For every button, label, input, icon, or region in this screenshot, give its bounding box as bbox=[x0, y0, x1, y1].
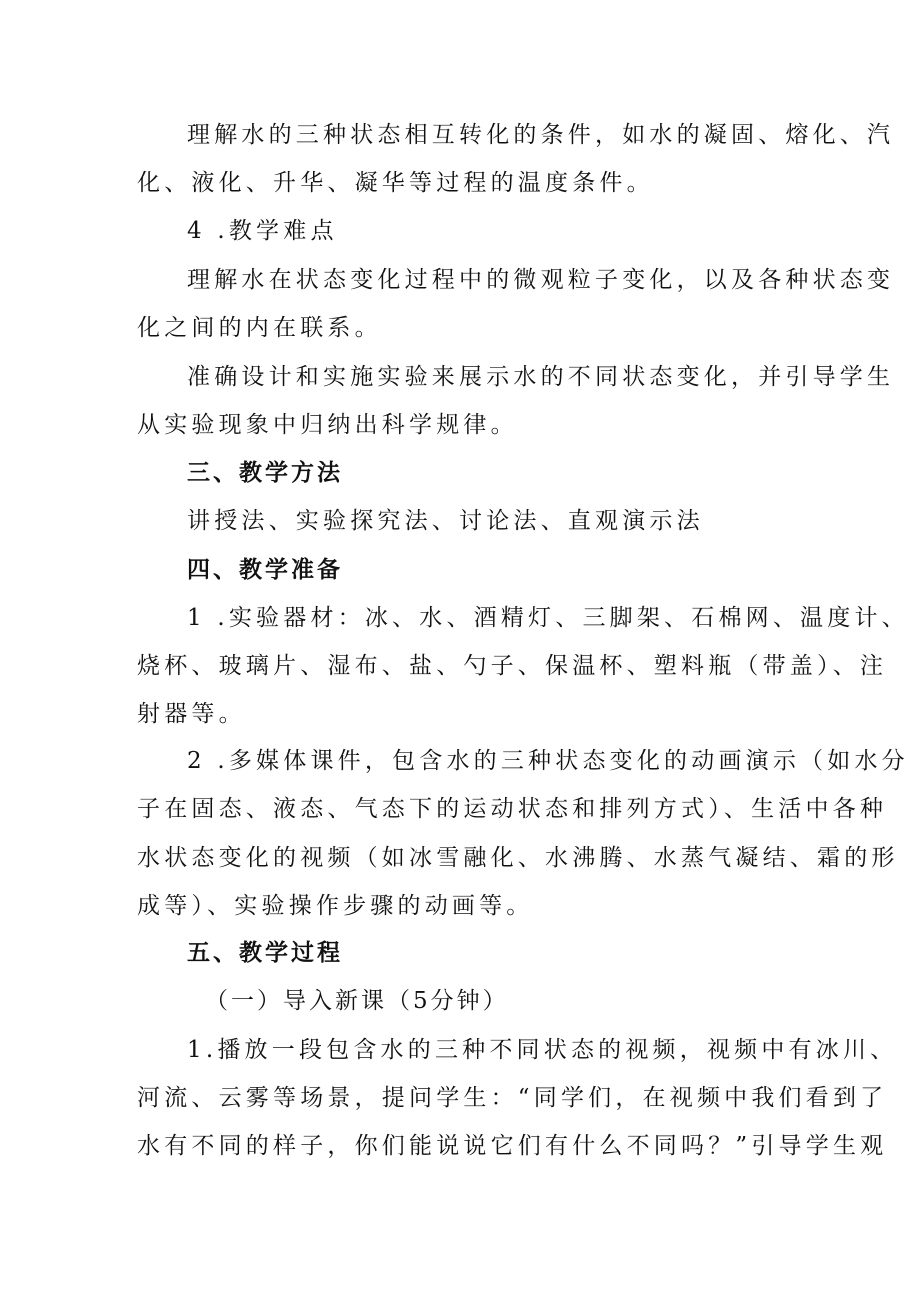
section-number-heading: 4 .教学难点 bbox=[187, 218, 338, 244]
paragraph-line: 1 .实验器材：冰、水、酒精灯、三脚架、石棉网、温度计、 bbox=[187, 605, 909, 631]
paragraph-line: 子在固态、液态、气态下的运动状态和排列方式）、生活中各种 bbox=[137, 796, 888, 822]
paragraph-line: 烧杯、玻璃片、湿布、盐、勺子、保温杯、塑料瓶（带盖）、注 bbox=[137, 653, 888, 679]
subsection-heading: （一）导入新课（5分钟） bbox=[205, 988, 509, 1014]
paragraph-line: 从实验现象中归纳出科学规律。 bbox=[137, 412, 518, 438]
paragraph-line: 2 .多媒体课件，包含水的三种状态变化的动画演示（如水分 bbox=[187, 748, 909, 774]
paragraph-line: 理解水的三种状态相互转化的条件，如水的凝固、熔化、汽 bbox=[187, 122, 895, 148]
section-heading: 四、教学准备 bbox=[187, 557, 343, 583]
section-heading: 五、教学过程 bbox=[187, 940, 343, 966]
paragraph-line: 成等）、实验操作步骤的动画等。 bbox=[137, 893, 534, 919]
paragraph-line: 河流、云雾等场景，提问学生：“同学们，在视频中我们看到了 bbox=[137, 1085, 888, 1111]
paragraph-line: 水有不同的样子，你们能说说它们有什么不同吗？”引导学生观 bbox=[137, 1133, 888, 1159]
paragraph-line: 水状态变化的视频（如冰雪融化、水沸腾、水蒸气凝结、霜的形 bbox=[137, 845, 899, 871]
paragraph-line: 讲授法、实验探究法、讨论法、直观演示法 bbox=[187, 508, 704, 534]
paragraph-line: 1.播放一段包含水的三种不同状态的视频，视频中有冰川、 bbox=[187, 1037, 898, 1063]
paragraph-line: 射器等。 bbox=[137, 701, 246, 727]
paragraph-line: 化、液化、升华、凝华等过程的温度条件。 bbox=[137, 170, 654, 196]
paragraph-line: 化之间的内在联系。 bbox=[137, 315, 382, 341]
section-heading: 三、教学方法 bbox=[187, 460, 343, 486]
paragraph-line: 理解水在状态变化过程中的微观粒子变化，以及各种状态变 bbox=[187, 267, 895, 293]
paragraph-line: 准确设计和实施实验来展示水的不同状态变化，并引导学生 bbox=[187, 364, 895, 390]
